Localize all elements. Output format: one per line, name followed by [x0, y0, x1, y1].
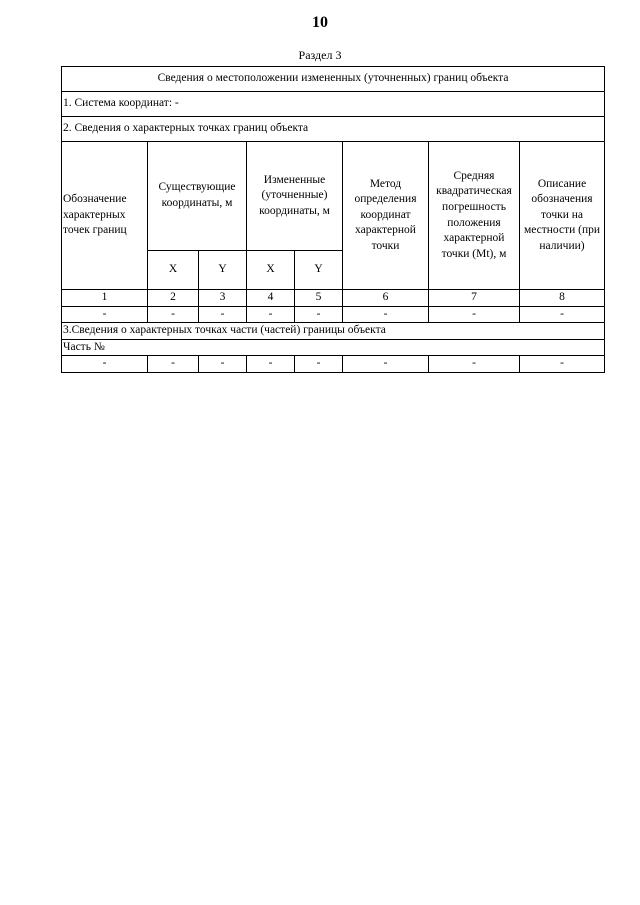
empty-cell: - [62, 306, 148, 323]
table-title: Сведения о местоположении измененных (уточненных) границ объекта [62, 67, 605, 92]
empty-cell: - [247, 356, 295, 373]
col-description-header: Описание обозначения точки на местности (при наличии) [520, 142, 605, 290]
part-number-label: Часть № [62, 339, 605, 356]
sub-header-x-changed: X [247, 251, 295, 290]
sub-header-y-changed: Y [295, 251, 343, 290]
column-number: 5 [295, 290, 343, 307]
empty-cell: - [429, 306, 520, 323]
column-number: 8 [520, 290, 605, 307]
column-number: 6 [343, 290, 429, 307]
section-title: Раздел 3 [298, 48, 342, 62]
empty-cell: - [199, 356, 247, 373]
page-number: 10 [312, 14, 328, 31]
column-number: 3 [199, 290, 247, 307]
empty-cell: - [148, 306, 199, 323]
col-changed-header: Измененные (уточненные) координаты, м [247, 142, 343, 251]
col-existing-header: Существующие координаты, м [148, 142, 247, 251]
parts-section-header: 3.Сведения о характерных точках части (частей) границы объекта [62, 323, 605, 340]
column-number: 1 [62, 290, 148, 307]
empty-cell: - [199, 306, 247, 323]
boundary-points-table [61, 66, 605, 373]
column-number: 2 [148, 290, 199, 307]
empty-cell: - [343, 356, 429, 373]
col-method-header: Метод определения координат характерной точки [343, 142, 429, 290]
coordinate-system-row: 1. Система координат: - [62, 92, 605, 117]
empty-cell: - [295, 356, 343, 373]
empty-cell: - [148, 356, 199, 373]
points-section-header: 2. Сведения о характерных точках границ объекта [62, 117, 605, 142]
empty-cell: - [520, 356, 605, 373]
empty-cell: - [62, 356, 148, 373]
column-number-row [62, 290, 605, 307]
table-row [62, 306, 605, 323]
empty-cell: - [343, 306, 429, 323]
sub-header-y-existing: Y [199, 251, 247, 290]
column-number: 7 [429, 290, 520, 307]
column-number: 4 [247, 290, 295, 307]
empty-cell: - [247, 306, 295, 323]
sub-header-x-existing: X [148, 251, 199, 290]
empty-cell: - [520, 306, 605, 323]
empty-cell: - [295, 306, 343, 323]
empty-cell: - [429, 356, 520, 373]
table-row [62, 356, 605, 373]
col-error-header: Средняя квадратическая погрешность положения характерной точки (Mt), м [429, 142, 520, 290]
col-designation-header: Обозначение характерных точек границ [62, 142, 148, 290]
